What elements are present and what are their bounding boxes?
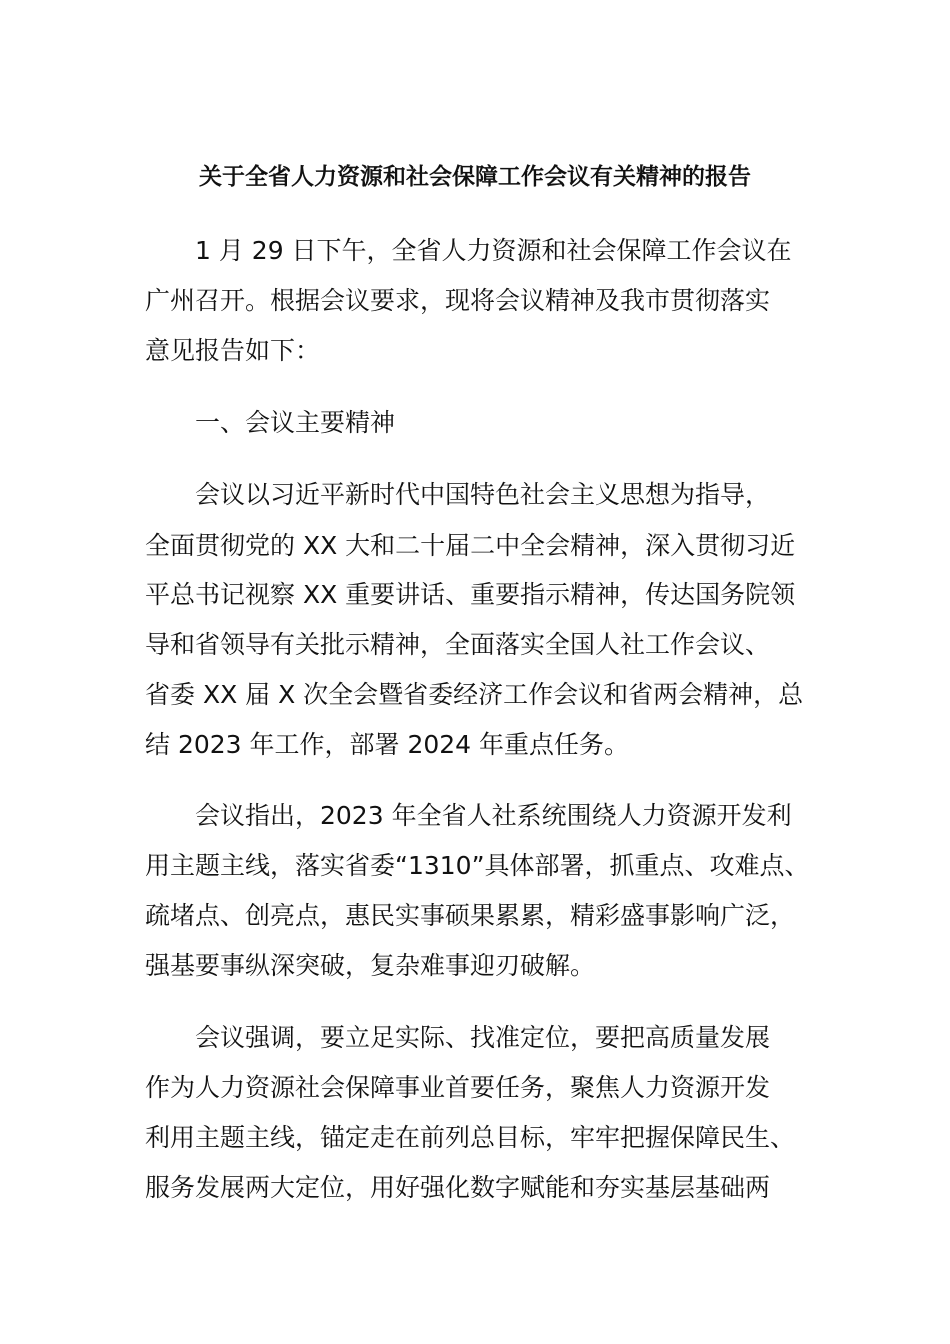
paragraph-line: 疏堵点、创亮点，惠民实事硕果累累，精彩盛事影响广泛， xyxy=(145,901,796,930)
paragraph-line: 省委 XX 届 X 次全会暨省委经济工作会议和省两会精神，总 xyxy=(145,680,804,709)
paragraph-line: 服务发展两大定位，用好强化数字赋能和夯实基层基础两 xyxy=(145,1173,771,1202)
document-title: 关于全省人力资源和社会保障工作会议有关精神的报告 xyxy=(199,164,751,190)
paragraph-line: 1 月 29 日下午，全省人力资源和社会保障工作会议在 xyxy=(195,236,792,265)
paragraph-line: 会议强调，要立足实际、找准定位，要把高质量发展 xyxy=(195,1023,771,1052)
paragraph-line: 广州召开。根据会议要求，现将会议精神及我市贯彻落实 xyxy=(145,286,771,315)
paragraph-line: 结 2023 年工作，部署 2024 年重点任务。 xyxy=(145,730,630,759)
section-heading: 一、会议主要精神 xyxy=(195,408,396,437)
paragraph-line: 导和省领导有关批示精神，全面落实全国人社工作会议、 xyxy=(145,630,771,659)
paragraph-line: 利用主题主线，锚定走在前列总目标，牢牢把握保障民生、 xyxy=(145,1123,796,1152)
paragraph-line: 用主题主线，落实省委“1310”具体部署，抓重点、攻难点、 xyxy=(145,851,810,880)
paragraph-line: 平总书记视察 XX 重要讲话、重要指示精神，传达国务院领 xyxy=(145,580,796,609)
paragraph-line: 全面贯彻党的 XX 大和二十届二中全会精神，深入贯彻习近 xyxy=(145,531,796,560)
paragraph-line: 意见报告如下： xyxy=(145,336,321,365)
paragraph-line: 会议以习近平新时代中国特色社会主义思想为指导， xyxy=(195,480,771,509)
paragraph-line: 作为人力资源社会保障事业首要任务，聚焦人力资源开发 xyxy=(145,1073,771,1102)
paragraph-line: 会议指出，2023 年全省人社系统围绕人力资源开发利 xyxy=(195,801,792,830)
paragraph-line: 强基要事纵深突破，复杂难事迎刃破解。 xyxy=(145,951,596,980)
